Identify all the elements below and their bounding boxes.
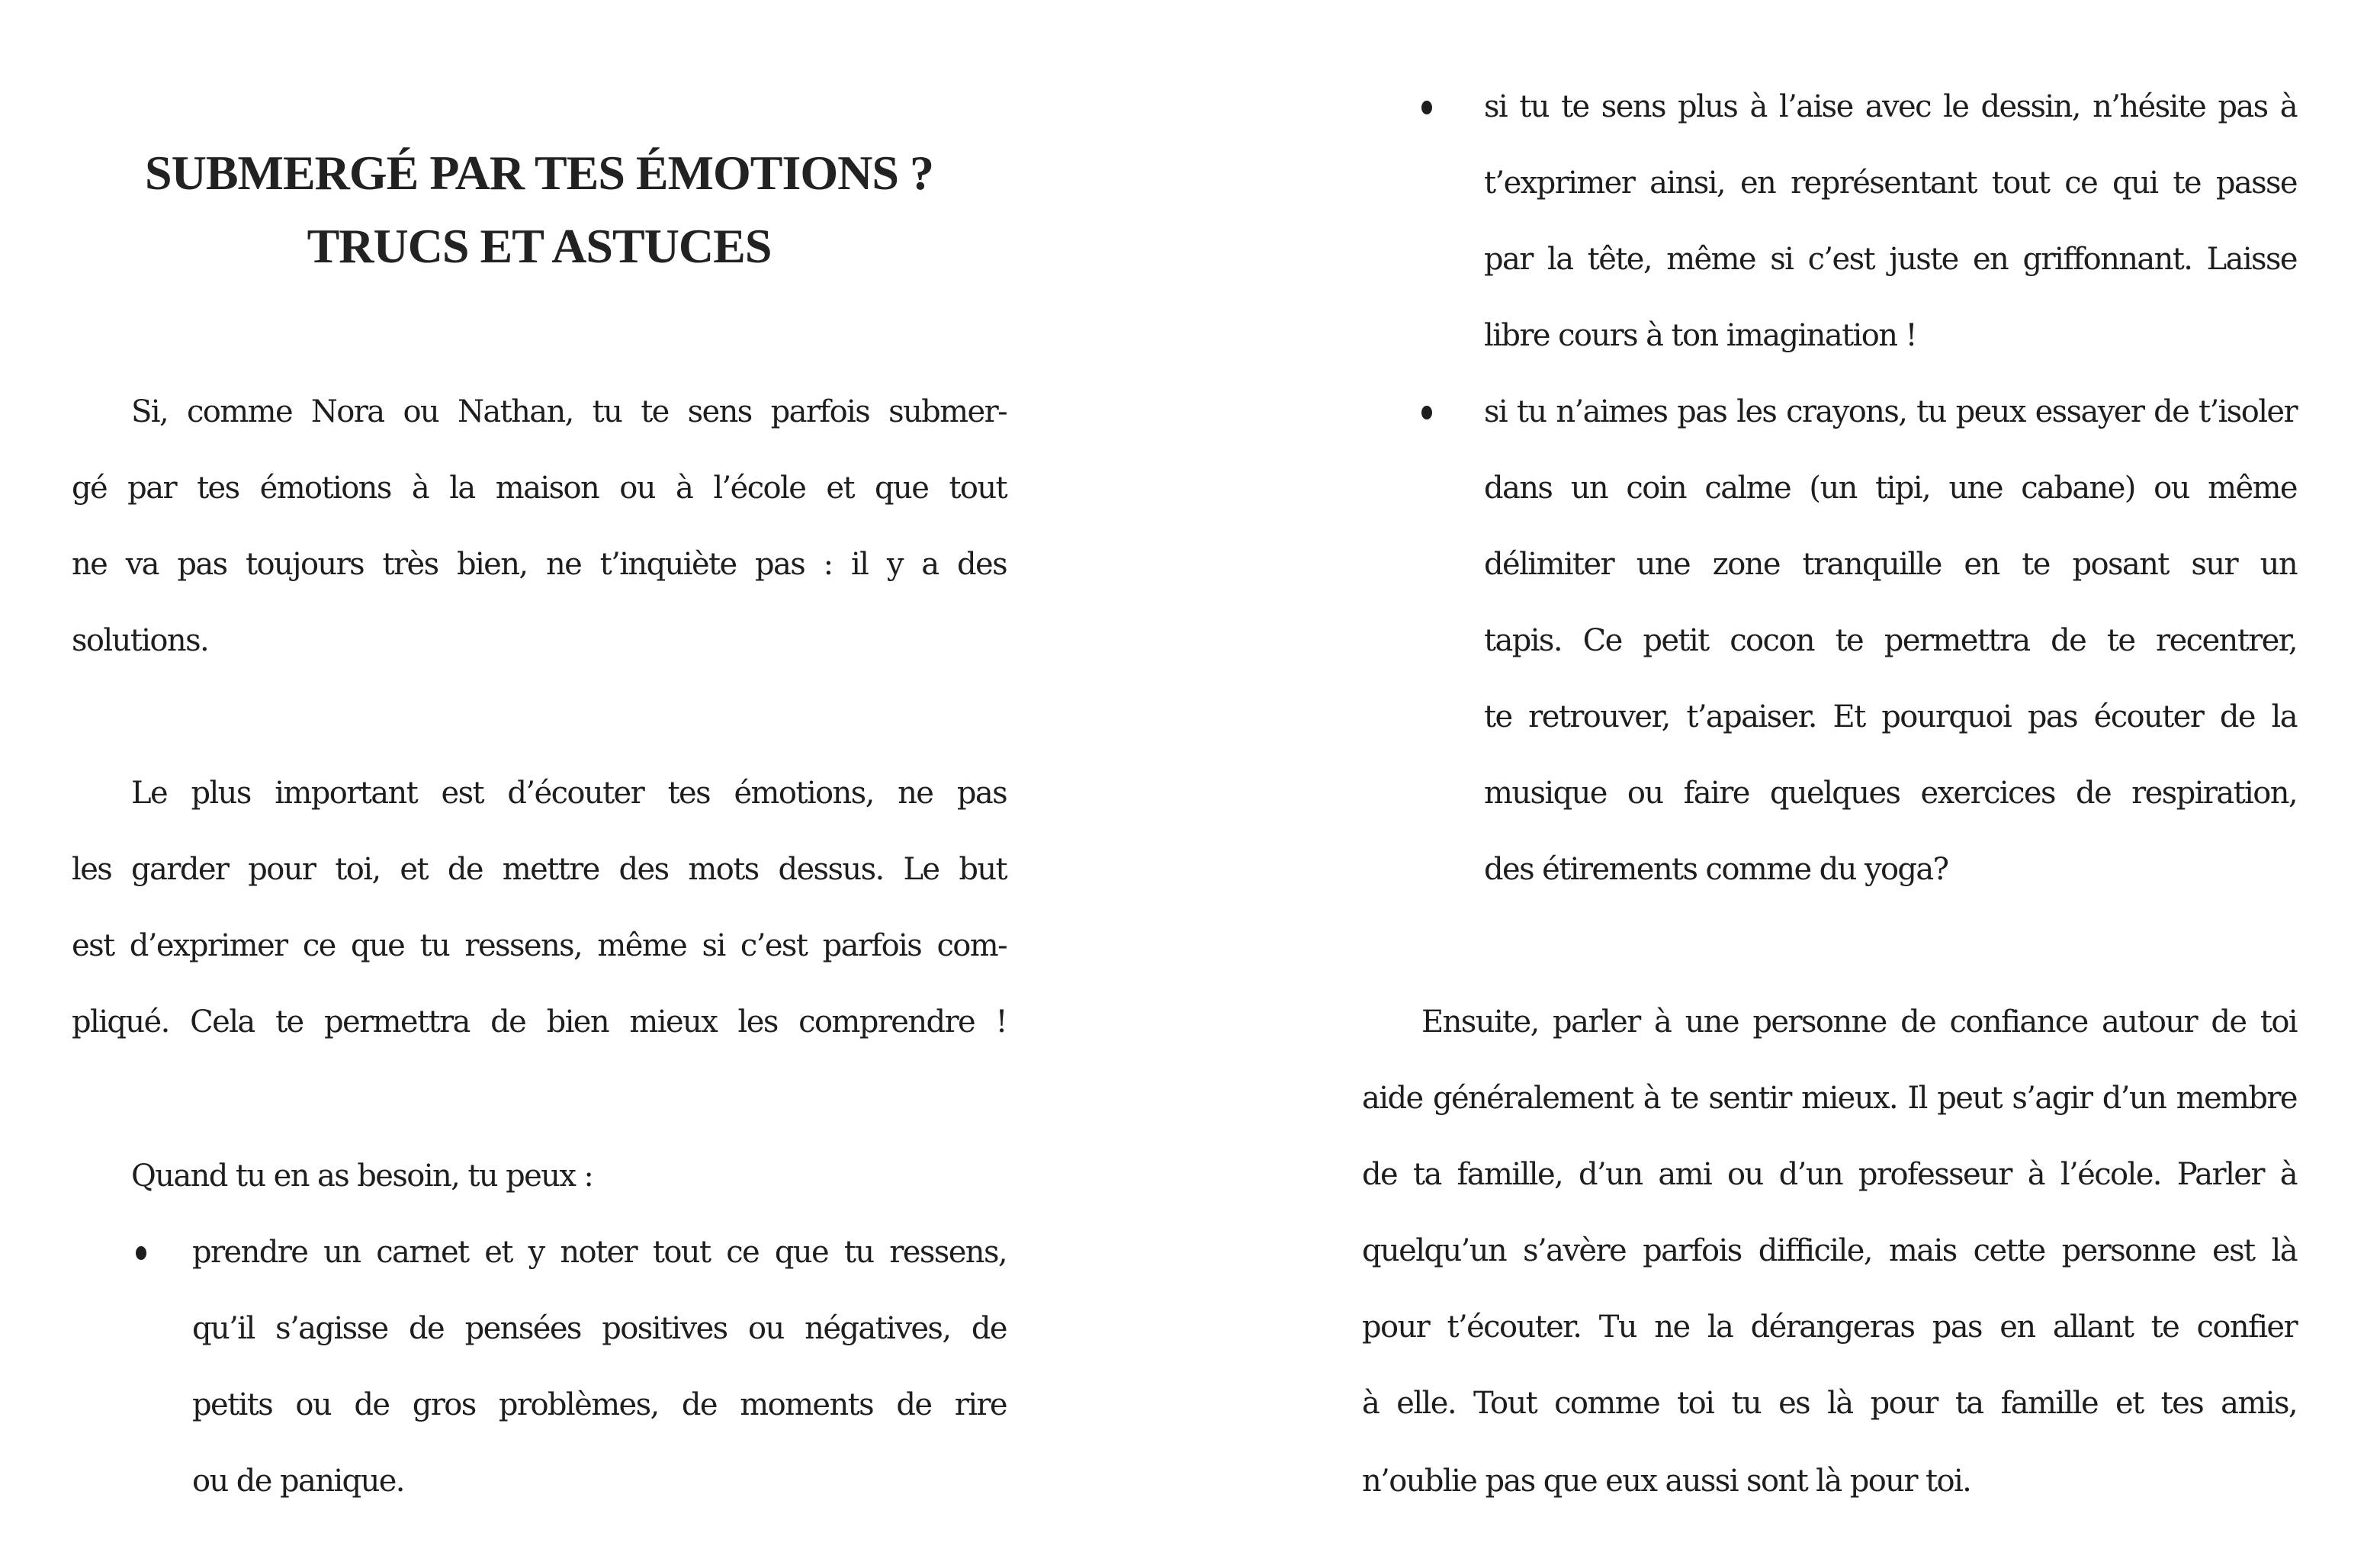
text-line: si tu te sens plus à l’aise avec le dessin, n’hésite pas à bbox=[1484, 89, 2297, 124]
text-line: des étirements comme du yoga? bbox=[1484, 852, 1948, 887]
text-line: Si, comme Nora ou Nathan, tu te sens parfois submer- bbox=[131, 394, 1007, 429]
text-line: gé par tes émotions à la maison ou à l’école et que tout bbox=[72, 471, 1007, 506]
text-line: pour t’écouter. Tu ne la dérangeras pas en allant te confier bbox=[1362, 1310, 2297, 1345]
text-line: à elle. Tout comme toi tu es là pour ta famille et tes amis, bbox=[1362, 1386, 2297, 1421]
list-intro: Quand tu en as besoin, tu peux : bbox=[131, 1158, 593, 1194]
text-line: Ensuite, parler à une personne de confiance autour de toi bbox=[1421, 1004, 2297, 1040]
page-title-line-1: SUBMERGÉ PAR TES ÉMOTIONS ? bbox=[145, 146, 933, 200]
text-line: ne va pas toujours très bien, ne t’inquiète pas : il y a des bbox=[72, 547, 1007, 582]
text-line: Le plus important est d’écouter tes émotions, ne pas bbox=[131, 776, 1007, 811]
text-line: quelqu’un s’avère parfois difficile, mais cette personne est là bbox=[1362, 1233, 2297, 1268]
text-line: prendre un carnet et y noter tout ce que tu ressens, bbox=[192, 1235, 1007, 1270]
text-line: délimiter une zone tranquille en te posant sur un bbox=[1484, 547, 2297, 582]
text-line: solutions. bbox=[72, 623, 209, 658]
bullet-icon bbox=[1421, 101, 1432, 114]
text-line: t’exprimer ainsi, en représentant tout ce qui te passe bbox=[1484, 165, 2297, 201]
bullet-icon bbox=[1421, 406, 1432, 419]
text-line: est d’exprimer ce que tu ressens, même si c’est parfois com- bbox=[72, 928, 1007, 963]
text-line: dans un coin calme (un tipi, une cabane) ou même bbox=[1484, 471, 2297, 506]
text-line: de ta famille, d’un ami ou d’un professeur à l’école. Parler à bbox=[1362, 1157, 2297, 1192]
page-title-line-2: TRUCS ET ASTUCES bbox=[307, 219, 772, 273]
text-line: les garder pour toi, et de mettre des mots dessus. Le but bbox=[72, 852, 1007, 887]
text-line: ou de panique. bbox=[192, 1464, 404, 1499]
text-line: libre cours à ton imagination ! bbox=[1484, 318, 1916, 353]
text-line: petits ou de gros problèmes, de moments de rire bbox=[192, 1387, 1007, 1422]
text-line: si tu n’aimes pas les crayons, tu peux essayer de t’isoler bbox=[1484, 394, 2297, 429]
text-line: n’oublie pas que eux aussi sont là pour toi. bbox=[1362, 1464, 1971, 1499]
text-line: musique ou faire quelques exercices de respiration, bbox=[1484, 776, 2297, 811]
text-line: aide généralement à te sentir mieux. Il peut s’agir d’un membre bbox=[1362, 1081, 2297, 1116]
text-line: qu’il s’agisse de pensées positives ou négatives, de bbox=[192, 1311, 1007, 1346]
text-line: tapis. Ce petit cocon te permettra de te recentrer, bbox=[1484, 623, 2297, 658]
bullet-icon bbox=[136, 1246, 146, 1260]
text-line: par la tête, même si c’est juste en griffonnant. Laisse bbox=[1484, 242, 2297, 277]
text-line: pliqué. Cela te permettra de bien mieux les comprendre ! bbox=[72, 1004, 1007, 1040]
text-line: te retrouver, t’apaiser. Et pourquoi pas écouter de la bbox=[1484, 699, 2297, 734]
